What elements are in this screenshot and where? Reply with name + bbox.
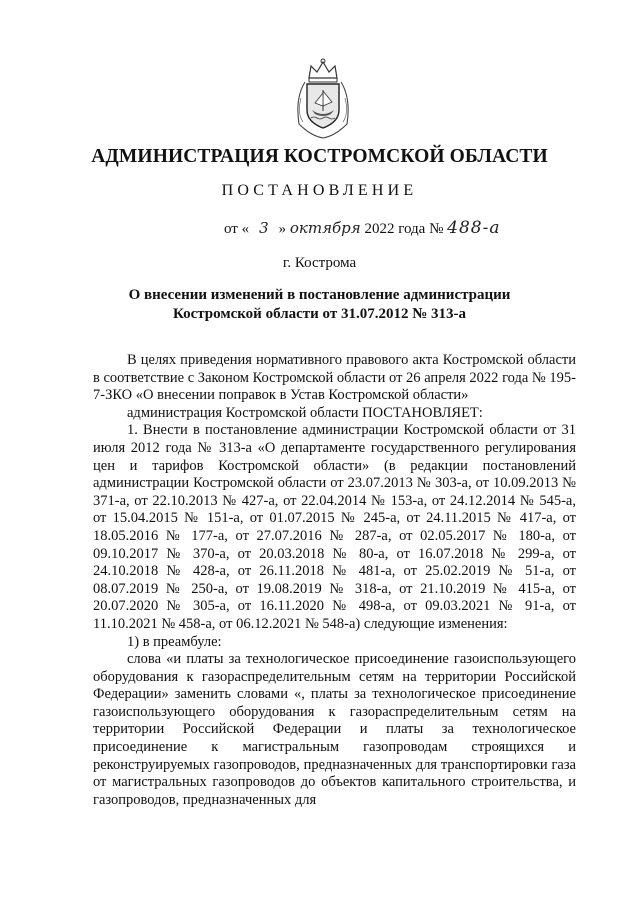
date-line	[224, 218, 500, 238]
paragraph-item-1: 1. Внести в постановление администрации Костромской области от 31 июля 2012 года № 313-а «О департаменте государственного регулирования цен и тарифов Костромской области» (в редакции постановлений администрации Костромской области от 23.07.2013 № 303-а, от 10.09.2013 № 371-а, от 22.10.2013 № 427-а, от 22.04.2014 № 153-а, от 24.12.2014 № 545-а, от 15.04.2015 № 151-а, от 01.07.2015 № 245-а, от 24.11.2015 № 417-а, от 18.05.2016 № 177-а, от 27.07.2016 № 287-а, от 02.05.2017 № 180-а, от 09.10.2017 № 370-а, от 20.03.2018 № 80-а, от 16.07.2018 № 299-а, от 24.10.2018 № 428-а, от 26.11.2018 № 481-а, от 25.02.2019 № 51-а, от 08.07.2019 № 250-а, от 19.08.2019 № 318-а, от 21.10.2019 № 415-а, от 20.07.2020 № 305-а, от 16.11.2020 № 498-а, от 09.03.2021 № 91-а, от 11.10.2021 № 458-а, от 06.12.2021 № 548-а) следующие изменения:	[93, 422, 576, 632]
date-day: 3	[259, 219, 269, 237]
date-year: 2022 года №	[364, 221, 444, 237]
paragraph-words-replace: слова «и платы за технологическое присоединение газоиспользующего оборудования к газораспределительным сетям на территории Российской Федерации» заменить словами «, платы за технологическое присоединение газоиспользующего оборудования к газораспределительным сетям на территории Российской Федерации и платы за технологическое присоединение к магистральным газопроводам строящихся и реконструируемых газопроводов, предназначенных для транспортировки газа от магистральных газопроводов до объектов капитального строительства, и газопроводов, предназначенных для	[93, 651, 576, 808]
document-number: 488-а	[447, 218, 501, 238]
city: г. Кострома	[282, 255, 357, 271]
paragraph-preamble: В целях приведения нормативного правового акта Костромской области в соответствие с Законом Костромской области от 26 апреля 2022 года № 195-7-ЗКО «О внесении поправок в Устав Костромской области»	[93, 352, 576, 404]
date-month: октября	[289, 219, 361, 237]
kostroma-coat-of-arms-icon	[291, 58, 355, 140]
title-line-1: О внесении изменений в постановление администрации	[128, 287, 511, 303]
date-prefix: от «	[224, 221, 250, 237]
title-line-2: Костромской области от 31.07.2012 № 313-а	[172, 306, 467, 322]
paragraph-resolves: администрация Костромской области ПОСТАНОВЛЯЕТ:	[127, 404, 483, 421]
organization-name: АДМИНИСТРАЦИЯ КОСТРОМСКОЙ ОБЛАСТИ	[91, 146, 548, 167]
document-body	[93, 352, 576, 809]
document-title	[60, 286, 579, 324]
date-mid: »	[278, 221, 287, 237]
document-type: ПОСТАНОВЛЕНИЕ	[221, 182, 418, 199]
paragraph-subitem-1: 1) в преамбуле:	[127, 633, 222, 650]
